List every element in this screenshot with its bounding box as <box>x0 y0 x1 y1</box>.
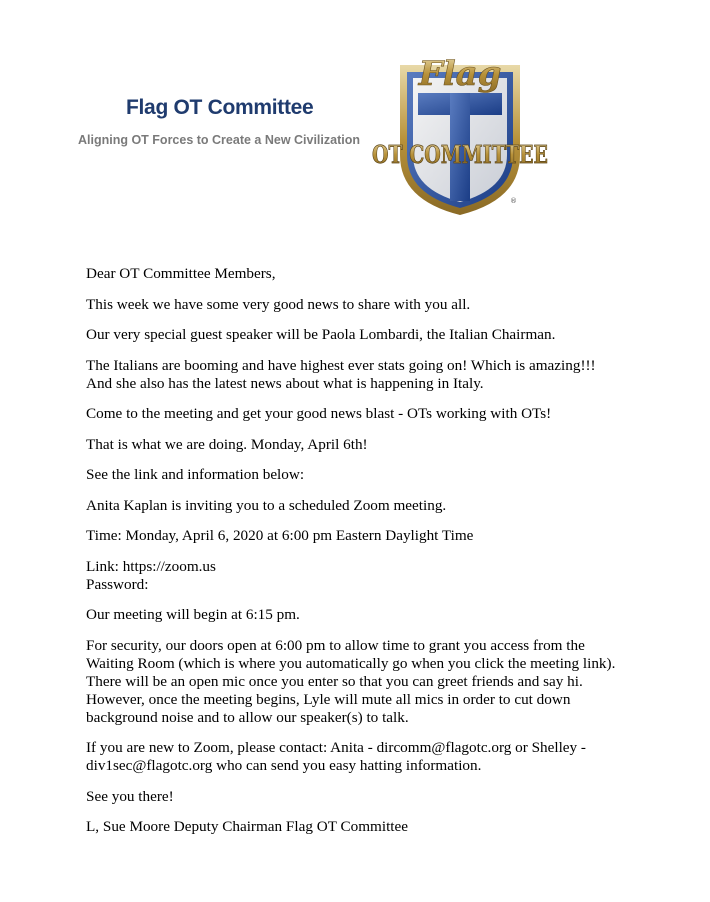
line: However, once the meeting begins, Lyle will mute all mics in order to cut down <box>86 690 571 708</box>
paragraph: Our meeting will begin at 6:15 pm. <box>86 606 300 623</box>
line: background noise and to allow our speaker(s) to talk. <box>86 708 409 726</box>
paragraph: This week we have some very good news to share with you all. <box>86 295 471 313</box>
line: Waiting Room (which is where you automatically go when you click the meeting link). <box>86 654 616 672</box>
shield-cross-icon <box>360 45 560 220</box>
line: And she also has the latest news about what is happening in Italy. <box>86 374 484 392</box>
meeting-link[interactable]: Link: https://zoom.us <box>86 557 216 575</box>
letterhead <box>0 0 710 240</box>
greeting: Dear OT Committee Members, <box>86 265 276 282</box>
paragraph: See the link and information below: <box>86 466 305 483</box>
logo-flag-text: Flag <box>418 54 502 94</box>
line: If you are new to Zoom, please contact: Anita - dircomm@flagotc.org or Shelley - <box>86 739 586 756</box>
org-tagline: Aligning OT Forces to Create a New Civilization <box>78 133 360 147</box>
line: There will be an open mic once you enter so that you can greet friends and say hi. <box>86 672 583 690</box>
logo-main-text: OT COMMITTEE <box>372 140 548 169</box>
line: div1sec@flagotc.org who can send you easy hatting information. <box>86 757 482 774</box>
paragraph: Come to the meeting and get your good news blast - OTs working with OTs! <box>86 405 552 422</box>
meeting-link-block <box>86 558 666 594</box>
signature: L, Sue Moore Deputy Chairman Flag OT Committee <box>86 818 408 835</box>
contact-paragraph <box>86 739 666 775</box>
line: The Italians are booming and have highest ever stats going on! Which is amazing!!! <box>86 356 596 374</box>
meeting-time: Time: Monday, April 6, 2020 at 6:00 pm Eastern Daylight Time <box>86 527 474 544</box>
line: For security, our doors open at 6:00 pm to allow time to grant you access from the <box>86 636 585 654</box>
paragraph: Our very special guest speaker will be Paola Lombardi, the Italian Chairman. <box>86 326 556 343</box>
letter-body <box>86 265 666 849</box>
logo-registered-mark: ® <box>510 197 517 205</box>
closing: See you there! <box>86 787 174 805</box>
paragraph <box>86 357 666 393</box>
org-name: Flag OT Committee <box>126 96 314 119</box>
paragraph <box>86 637 666 727</box>
meeting-password: Password: <box>86 575 149 593</box>
paragraph: That is what we are doing. Monday, April 6th! <box>86 435 368 453</box>
paragraph: Anita Kaplan is inviting you to a scheduled Zoom meeting. <box>86 496 447 514</box>
